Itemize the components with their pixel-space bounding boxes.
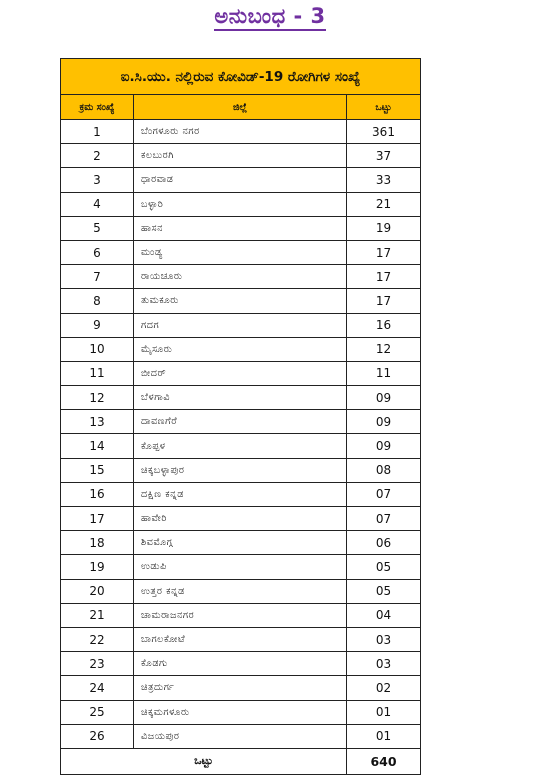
cell-count: 07 bbox=[347, 507, 421, 531]
cell-serial: 8 bbox=[61, 289, 134, 313]
cell-serial: 10 bbox=[61, 337, 134, 361]
cell-count: 12 bbox=[347, 337, 421, 361]
table-row bbox=[61, 434, 421, 458]
cell-district: ಗದಗ bbox=[134, 313, 347, 337]
cell-district: ಉತ್ತರ ಕನ್ನಡ bbox=[134, 579, 347, 603]
cell-count: 17 bbox=[347, 289, 421, 313]
column-header-total: ಒಟ್ಟು bbox=[347, 95, 421, 120]
cell-count: 05 bbox=[347, 579, 421, 603]
table-row bbox=[61, 482, 421, 506]
cell-count: 361 bbox=[347, 120, 421, 144]
cell-district: ವಿಜಯಪುರ bbox=[134, 724, 347, 748]
cell-serial: 1 bbox=[61, 120, 134, 144]
table-total-row bbox=[61, 748, 421, 774]
table-row bbox=[61, 337, 421, 361]
table-row bbox=[61, 676, 421, 700]
table-row bbox=[61, 507, 421, 531]
cell-serial: 17 bbox=[61, 507, 134, 531]
cell-count: 01 bbox=[347, 724, 421, 748]
cell-district: ಹಾಸನ bbox=[134, 216, 347, 240]
table-row bbox=[61, 700, 421, 724]
cell-district: ದಾವಣಗೆರೆ bbox=[134, 410, 347, 434]
cell-district: ಹಾವೇರಿ bbox=[134, 507, 347, 531]
cell-district: ಕಲಬುರಗಿ bbox=[134, 144, 347, 168]
column-header-district: ಜಿಲ್ಲೆ bbox=[134, 95, 347, 120]
cell-serial: 3 bbox=[61, 168, 134, 192]
table-row bbox=[61, 265, 421, 289]
cell-district: ಚಿಕ್ಕಮಗಳೂರು bbox=[134, 700, 347, 724]
cell-count: 05 bbox=[347, 555, 421, 579]
table-row bbox=[61, 240, 421, 264]
table-row bbox=[61, 120, 421, 144]
cell-count: 19 bbox=[347, 216, 421, 240]
cell-district: ಬೆಳಗಾವಿ bbox=[134, 386, 347, 410]
cell-district: ದಕ್ಷಿಣ ಕನ್ನಡ bbox=[134, 482, 347, 506]
cell-serial: 9 bbox=[61, 313, 134, 337]
cell-count: 09 bbox=[347, 386, 421, 410]
total-value: 640 bbox=[347, 748, 421, 774]
cell-district: ಬೆಂಗಳೂರು ನಗರ bbox=[134, 120, 347, 144]
cell-serial: 24 bbox=[61, 676, 134, 700]
cell-district: ಧಾರವಾಡ bbox=[134, 168, 347, 192]
cell-serial: 11 bbox=[61, 361, 134, 385]
annexure-heading-text: ಅನುಬಂಧ - 3 bbox=[214, 4, 325, 31]
table-row bbox=[61, 555, 421, 579]
cell-district: ಚಿತ್ರದುರ್ಗ bbox=[134, 676, 347, 700]
cell-district: ರಾಯಚೂರು bbox=[134, 265, 347, 289]
cell-count: 37 bbox=[347, 144, 421, 168]
cell-district: ಬಳ್ಳಾರಿ bbox=[134, 192, 347, 216]
table-row bbox=[61, 168, 421, 192]
icu-covid-table bbox=[60, 58, 421, 775]
cell-count: 04 bbox=[347, 603, 421, 627]
cell-serial: 12 bbox=[61, 386, 134, 410]
table-row bbox=[61, 627, 421, 651]
cell-count: 09 bbox=[347, 434, 421, 458]
cell-serial: 21 bbox=[61, 603, 134, 627]
cell-serial: 25 bbox=[61, 700, 134, 724]
cell-serial: 19 bbox=[61, 555, 134, 579]
cell-district: ಉಡುಪಿ bbox=[134, 555, 347, 579]
total-label: ಒಟ್ಟು bbox=[61, 748, 347, 774]
cell-count: 17 bbox=[347, 240, 421, 264]
cell-district: ಮಂಡ್ಯ bbox=[134, 240, 347, 264]
table-row bbox=[61, 579, 421, 603]
table-row bbox=[61, 192, 421, 216]
table-row bbox=[61, 216, 421, 240]
table-row bbox=[61, 144, 421, 168]
table-title: ಐ.ಸಿ.ಯು. ನಲ್ಲಿರುವ ಕೋವಿಡ್-19 ರೋಗಿಗಳ ಸಂಖ್ಯೆ bbox=[61, 59, 421, 95]
cell-count: 07 bbox=[347, 482, 421, 506]
table-row bbox=[61, 603, 421, 627]
cell-district: ಚಿಕ್ಕಬಳ್ಳಾಪುರ bbox=[134, 458, 347, 482]
table-row bbox=[61, 410, 421, 434]
cell-district: ಕೊಡಗು bbox=[134, 652, 347, 676]
cell-district: ಕೊಪ್ಪಳ bbox=[134, 434, 347, 458]
cell-count: 08 bbox=[347, 458, 421, 482]
cell-district: ಬಾಗಲಕೋಟೆ bbox=[134, 627, 347, 651]
table-row bbox=[61, 531, 421, 555]
cell-serial: 15 bbox=[61, 458, 134, 482]
table-row bbox=[61, 386, 421, 410]
cell-count: 01 bbox=[347, 700, 421, 724]
cell-district: ಚಾಮರಾಜನಗರ bbox=[134, 603, 347, 627]
cell-district: ತುಮಕೂರು bbox=[134, 289, 347, 313]
cell-serial: 7 bbox=[61, 265, 134, 289]
cell-district: ಶಿವಮೊಗ್ಗ bbox=[134, 531, 347, 555]
table-title-row bbox=[61, 59, 421, 95]
cell-count: 33 bbox=[347, 168, 421, 192]
cell-district: ಬೀದರ್ bbox=[134, 361, 347, 385]
table-header-row bbox=[61, 95, 421, 120]
cell-serial: 5 bbox=[61, 216, 134, 240]
cell-serial: 6 bbox=[61, 240, 134, 264]
cell-count: 03 bbox=[347, 652, 421, 676]
table-row bbox=[61, 724, 421, 748]
cell-count: 02 bbox=[347, 676, 421, 700]
cell-count: 17 bbox=[347, 265, 421, 289]
table-row bbox=[61, 289, 421, 313]
table-row bbox=[61, 652, 421, 676]
cell-serial: 26 bbox=[61, 724, 134, 748]
cell-district: ಮೈಸೂರು bbox=[134, 337, 347, 361]
cell-count: 03 bbox=[347, 627, 421, 651]
cell-serial: 13 bbox=[61, 410, 134, 434]
cell-count: 11 bbox=[347, 361, 421, 385]
cell-serial: 4 bbox=[61, 192, 134, 216]
cell-serial: 2 bbox=[61, 144, 134, 168]
table-row bbox=[61, 458, 421, 482]
cell-serial: 14 bbox=[61, 434, 134, 458]
table-body bbox=[61, 120, 421, 749]
cell-serial: 16 bbox=[61, 482, 134, 506]
cell-count: 06 bbox=[347, 531, 421, 555]
table-row bbox=[61, 313, 421, 337]
cell-count: 16 bbox=[347, 313, 421, 337]
annexure-heading bbox=[0, 4, 540, 29]
cell-count: 09 bbox=[347, 410, 421, 434]
column-header-serial: ಕ್ರಮ ಸಂಖ್ಯೆ bbox=[61, 95, 134, 120]
cell-serial: 20 bbox=[61, 579, 134, 603]
table-row bbox=[61, 361, 421, 385]
cell-serial: 18 bbox=[61, 531, 134, 555]
cell-count: 21 bbox=[347, 192, 421, 216]
cell-serial: 22 bbox=[61, 627, 134, 651]
cell-serial: 23 bbox=[61, 652, 134, 676]
